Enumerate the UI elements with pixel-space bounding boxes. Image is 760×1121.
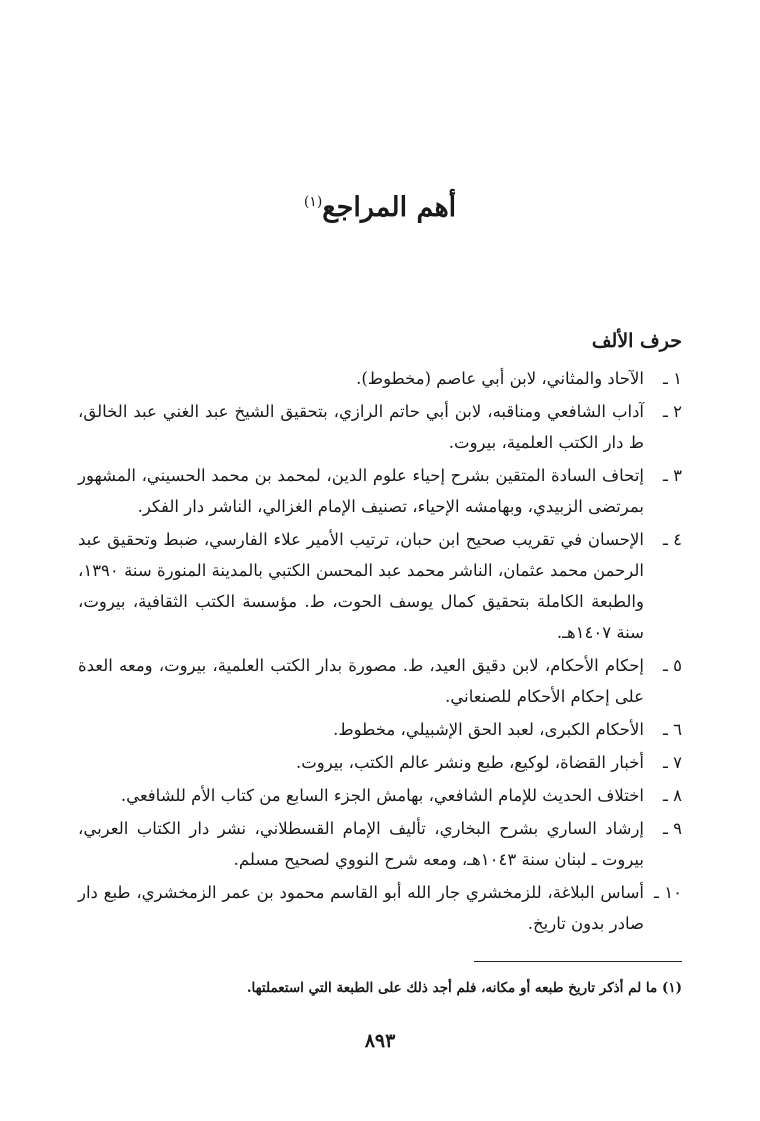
reference-entry (78, 460, 682, 522)
footnote (78, 980, 682, 996)
entry-number: ٥ ـ (663, 656, 682, 675)
reference-list (78, 363, 682, 941)
footnote-divider (474, 961, 682, 962)
entry-text: اختلاف الحديث للإمام الشافعي، بهامش الجزء السابع من كتاب الأم للشافعي. (120, 786, 644, 805)
entry-text: أخبار القضاة، لوكيع، طبع ونشر عالم الكتب، بيروت. (295, 753, 644, 772)
entry-text: آداب الشافعي ومناقبه، لابن أبي حاتم الرازي، بتحقيق الشيخ عبد الغني عبد الخالق، ط دار الكتب العلمية، بيروت. (78, 402, 644, 452)
entry-number: ١٠ ـ (654, 883, 682, 902)
reference-entry (78, 877, 682, 939)
entry-text: الآحاد والمثاني، لابن أبي عاصم (مخطوط). (356, 369, 644, 388)
entry-number: ٢ ـ (663, 402, 682, 421)
entry-text: إتحاف السادة المتقين بشرح إحياء علوم الدين، لمحمد بن محمد الحسيني، المشهور بمرتضى الزبيدي، وبهامشه الإحياء، تصنيف الإمام الغزالي، الناشر دار الفكر. (78, 466, 644, 516)
title-text: أهم المراجع (322, 192, 457, 223)
entry-text: إرشاد الساري بشرح البخاري، تأليف الإمام القسطلاني، نشر دار الكتاب العربي، بيروت ـ لبنان سنة ١٠٤٣هـ، ومعه شرح النووي لصحيح مسلم. (78, 819, 644, 869)
reference-entry (78, 363, 682, 394)
reference-entry (78, 396, 682, 458)
title-footnote-marker: (١) (303, 194, 323, 210)
page-number: ٨٩٣ (364, 1030, 396, 1052)
reference-entry (78, 650, 682, 712)
page-title (0, 192, 760, 223)
footnote-marker: (١) (661, 980, 682, 996)
entry-text: إحكام الأحكام، لابن دقيق العيد، ط. مصورة بدار الكتب العلمية، بيروت، ومعه العدة على إحكام الأحكام للصنعاني. (78, 656, 644, 706)
entry-number: ٩ ـ (663, 819, 682, 838)
entry-text: الأحكام الكبرى، لعبد الحق الإشبيلي، مخطوط. (333, 720, 644, 739)
entry-number: ٤ ـ (663, 530, 682, 549)
reference-entry (78, 780, 682, 811)
entry-number: ٨ ـ (663, 786, 682, 805)
entry-number: ٧ ـ (663, 753, 682, 772)
entry-text: أساس البلاغة، للزمخشري جار الله أبو القاسم محمود بن عمر الزمخشري، طبع دار صادر بدون تاريخ. (78, 883, 644, 933)
entry-number: ٦ ـ (663, 720, 682, 739)
entry-text: الإحسان في تقريب صحيح ابن حبان، ترتيب الأمير علاء الفارسي، ضبط وتحقيق عبد الرحمن محمد عثمان، الناشر محمد عبد المحسن الكتبي بالمدينة المنورة سنة ١٣٩٠، والطبعة الكاملة بتحقيق كمال يوسف الحوت، ط. مؤسسة الكتب الثقافية، بيروت، سنة ١٤٠٧هـ. (78, 530, 644, 642)
entry-number: ١ ـ (663, 369, 682, 388)
reference-entry (78, 524, 682, 648)
reference-entry (78, 747, 682, 778)
entry-number: ٣ ـ (663, 466, 682, 485)
reference-entry (78, 714, 682, 745)
footnote-text: ما لم أذكر تاريخ طبعه أو مكانه، فلم أجد ذلك على الطبعة التي استعملتها. (246, 980, 658, 996)
section-heading: حرف الألف (591, 330, 682, 352)
reference-entry (78, 813, 682, 875)
